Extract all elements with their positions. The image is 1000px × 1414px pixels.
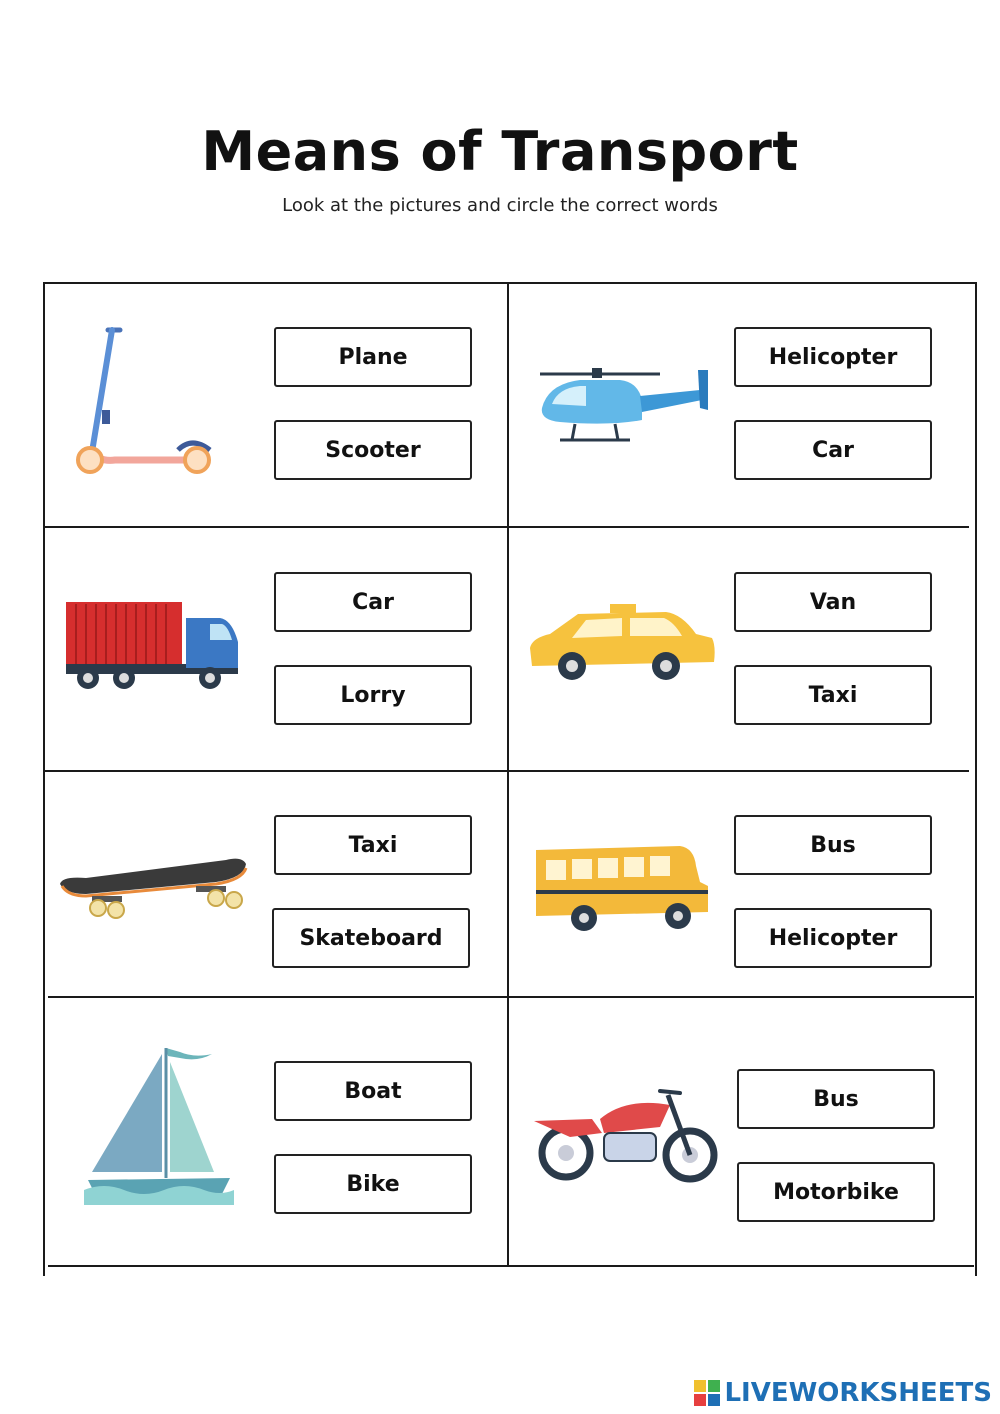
logo-mark-icon [694,1380,720,1406]
option-car[interactable]: Car [274,572,472,632]
grid-border-right [975,282,977,1276]
motorbike-icon [530,1085,720,1187]
skateboard-icon [56,854,251,924]
scooter-icon [70,322,220,477]
grid-row-divider-2 [43,770,969,772]
option-helicopter[interactable]: Helicopter [734,908,932,968]
grid-center-divider [507,282,509,1266]
helicopter-icon [530,360,715,455]
grid-border-left [43,282,45,1276]
brand-name: LIVEWORKSHEETS [724,1378,992,1408]
option-plane[interactable]: Plane [274,327,472,387]
option-taxi[interactable]: Taxi [274,815,472,875]
option-car[interactable]: Car [734,420,932,480]
option-bus[interactable]: Bus [734,815,932,875]
option-skateboard[interactable]: Skateboard [272,908,470,968]
option-bus[interactable]: Bus [737,1069,935,1129]
taxi-icon [526,600,718,690]
liveworksheets-logo [694,1378,992,1408]
page-title: Means of Transport [201,120,799,183]
option-helicopter[interactable]: Helicopter [734,327,932,387]
grid-row-divider-1 [43,526,969,528]
option-scooter[interactable]: Scooter [274,420,472,480]
grid-border-top [43,282,977,284]
option-motorbike[interactable]: Motorbike [737,1162,935,1222]
grid-border-bottom [48,1265,974,1267]
option-taxi[interactable]: Taxi [734,665,932,725]
option-bike[interactable]: Bike [274,1154,472,1214]
option-boat[interactable]: Boat [274,1061,472,1121]
sailboat-icon [84,1040,234,1205]
lorry-icon [62,598,244,693]
option-van[interactable]: Van [734,572,932,632]
bus-icon [530,842,712,934]
instructions: Look at the pictures and circle the correct words [282,195,718,216]
option-lorry[interactable]: Lorry [274,665,472,725]
grid-row-divider-3 [48,996,974,998]
